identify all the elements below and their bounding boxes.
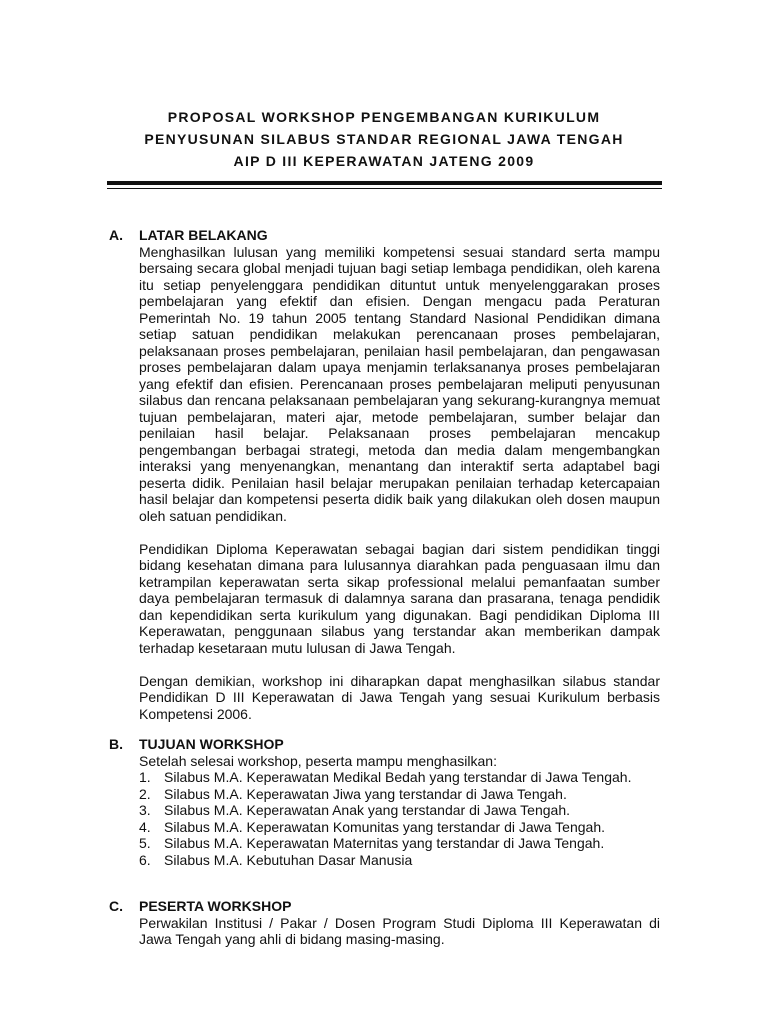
list-intro: Setelah selesai workshop, peserta mampu menghasilkan: bbox=[139, 752, 497, 769]
list-item bbox=[139, 786, 660, 803]
paragraph: Pendidikan Diploma Keperawatan sebagai bagian dari sistem pendidikan tinggi bidang kesehatan dimana para lulusannya diarahkan pada penguasaan ilmu dan ketrampilan keperawatan serta sikap professional melalui pemanfaatan sumber daya pembelajaran termasuk di dalamnya sarana dan prasarana, tenaga pendidik dan kependidikan serta kurikulum yang digunakan. Bagi pendidikan Diploma III Keperawatan, penggunaan silabus yang terstandar akan memberikan dampak terhadap kesetaraan mutu lulusan di Jawa Tengah. bbox=[139, 540, 660, 656]
section-title: PESERTA WORKSHOP bbox=[139, 898, 292, 914]
section-peserta-workshop bbox=[109, 898, 660, 948]
section-body bbox=[139, 753, 660, 869]
section-title: TUJUAN WORKSHOP bbox=[139, 736, 284, 752]
title-rule-thin bbox=[107, 188, 662, 189]
section-letter: A. bbox=[109, 227, 123, 243]
list-item bbox=[139, 835, 660, 852]
paragraph: Dengan demikian, workshop ini diharapkan dapat menghasilkan silabus standar Pendidikan D III Keperawatan di Jawa Tengah yang sesuai Kurikulum berbasis Kompetensi 2006. bbox=[139, 672, 660, 722]
section-body bbox=[139, 244, 660, 723]
section-title: LATAR BELAKANG bbox=[139, 227, 268, 243]
list-number: 3. bbox=[139, 802, 151, 818]
paragraph: Menghasilkan lulusan yang memiliki kompetensi sesuai standard serta mampu bersaing secara global menjadi tujuan bagi setiap lembaga pendidikan, oleh karena itu setiap penyelenggara pendidikan dituntut untuk menyelenggarakan proses pembelajaran yang efektif dan efisien. Dengan mengacu pada Peraturan Pemerintah No. 19 tahun 2005 tentang Standard Nasional Pendidikan dimana setiap satuan pendidikan melakukan perencanaan proses pembelajaran, pelaksanaan proses pembelajaran, penilaian hasil pembelajaran, dan pengawasan proses pembelajaran dalam upaya menjamin terlaksananya proses pembelajaran yang efektif dan efisien. Perencanaan proses pembelajaran meliputi penyusunan silabus dan rencana pelaksanaan pembelajaran yang sekurang-kurangnya memuat tujuan pembelajaran, materi ajar, metode pembelajaran, sumber belajar dan penilaian hasil belajar. Pelaksanaan proses pembelajaran mencakup pengembangan berbagai strategi, metoda dan media dalam mengembangkan interaksi yang menyenangkan, menantang dan interaktif serta adaptabel bagi peserta didik. Penilaian hasil belajar merupakan penilaian terhadap ketercapaian hasil belajar dan kompetensi peserta didik baik yang dilakukan oleh dosen maupun oleh satuan pendidikan. bbox=[139, 243, 660, 524]
section-body bbox=[139, 915, 660, 948]
list-item bbox=[139, 769, 660, 786]
paragraph: Perwakilan Institusi / Pakar / Dosen Program Studi Diploma III Keperawatan di Jawa Tengah yang ahli di bidang masing-masing. bbox=[139, 914, 660, 947]
list-number: 2. bbox=[139, 785, 151, 802]
list-text: Silabus M.A. Keperawatan Maternitas yang terstandar di Jawa Tengah. bbox=[164, 835, 605, 851]
list-number: 4. bbox=[139, 818, 151, 835]
list-item bbox=[139, 852, 660, 869]
title-line-1: PROPOSAL WORKSHOP PENGEMBANGAN KURIKULUM bbox=[167, 109, 601, 125]
section-letter: C. bbox=[109, 898, 123, 914]
section-heading bbox=[109, 898, 660, 915]
list-number: 6. bbox=[139, 851, 151, 868]
list-text: Silabus M.A. Keperawatan Komunitas yang terstandar di Jawa Tengah. bbox=[164, 818, 605, 835]
list-text: Silabus M.A. Kebutuhan Dasar Manusia bbox=[164, 851, 413, 868]
section-heading bbox=[109, 227, 660, 244]
section-letter: B. bbox=[109, 736, 123, 752]
title-rule-thick bbox=[107, 181, 662, 185]
list-item bbox=[139, 802, 660, 819]
section-tujuan-workshop bbox=[109, 736, 660, 868]
document-title bbox=[0, 106, 768, 172]
list-item bbox=[139, 819, 660, 836]
list-text: Silabus M.A. Keperawatan Anak yang terstandar di Jawa Tengah. bbox=[164, 802, 570, 818]
title-line-3: AIP D III KEPERAWATAN JATENG 2009 bbox=[233, 153, 535, 169]
list-text: Silabus M.A. Keperawatan Jiwa yang terstandar di Jawa Tengah. bbox=[164, 785, 567, 802]
list-number: 5. bbox=[139, 835, 151, 851]
section-heading bbox=[109, 736, 660, 753]
objectives-list bbox=[139, 769, 660, 868]
list-text: Silabus M.A. Keperawatan Medikal Bedah yang terstandar di Jawa Tengah. bbox=[164, 769, 632, 785]
title-line-2: PENYUSUNAN SILABUS STANDAR REGIONAL JAWA TENGAH bbox=[144, 131, 624, 147]
section-latar-belakang bbox=[109, 227, 660, 722]
list-number: 1. bbox=[139, 769, 151, 785]
